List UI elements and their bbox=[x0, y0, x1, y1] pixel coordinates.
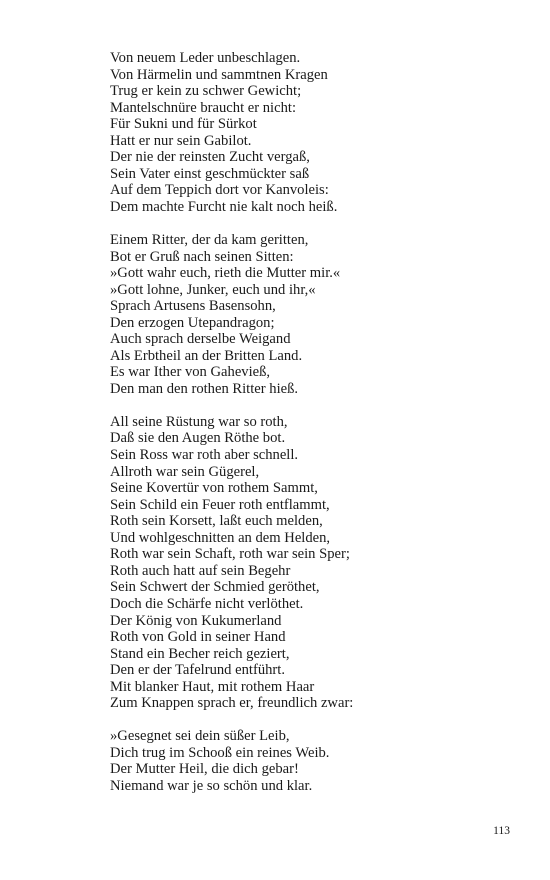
poem-line: Und wohlgeschnitten an dem Helden, bbox=[110, 529, 331, 546]
poem-line: Sein Schwert der Schmied geröthet, bbox=[110, 579, 320, 596]
poem-line: All seine Rüstung war so roth, bbox=[110, 413, 288, 430]
poem-line: Auch sprach derselbe Weigand bbox=[110, 331, 291, 348]
poem-line: Mit blanker Haut, mit rothem Haar bbox=[110, 678, 315, 695]
stanza bbox=[110, 728, 510, 794]
poem-line: Den man den rothen Ritter hieß. bbox=[110, 380, 299, 397]
poem-line: Von Härmelin und sammtnen Kragen bbox=[110, 66, 328, 83]
page-number: 113 bbox=[493, 825, 510, 837]
poem-line: Doch die Schärfe nicht verlöthet. bbox=[110, 595, 304, 612]
poem-line: »Gott wahr euch, rieth die Mutter mir.« bbox=[110, 265, 341, 282]
stanza bbox=[110, 50, 510, 215]
poem-line: Als Erbtheil an der Britten Land. bbox=[110, 347, 303, 364]
poem-line: Der Mutter Heil, die dich gebar! bbox=[110, 761, 299, 778]
poem-line: Auf dem Teppich dort vor Kanvoleis: bbox=[110, 182, 329, 199]
poem-line: Trug er kein zu schwer Gewicht; bbox=[110, 83, 302, 100]
poem-line: Sprach Artusens Basensohn, bbox=[110, 298, 276, 315]
poem-line: Dich trug im Schooß ein reines Weib. bbox=[110, 744, 330, 761]
poem-line: Stand ein Becher reich geziert, bbox=[110, 645, 290, 662]
poem-line: Der König von Kukumerland bbox=[110, 612, 282, 629]
poem-line: Sein Ross war roth aber schnell. bbox=[110, 447, 299, 464]
poem-line: Daß sie den Augen Röthe bot. bbox=[110, 430, 286, 447]
poem-line: Allroth war sein Gügerel, bbox=[110, 463, 260, 480]
poem-line: Hatt er nur sein Gabilot. bbox=[110, 132, 252, 149]
poem-line: Einem Ritter, der da kam geritten, bbox=[110, 231, 309, 248]
poem-line: Roth war sein Schaft, roth war sein Sper; bbox=[110, 546, 350, 563]
stanza bbox=[110, 414, 510, 712]
poem-line: Von neuem Leder unbeschlagen. bbox=[110, 50, 301, 66]
poem-line: Roth sein Korsett, laßt euch melden, bbox=[110, 513, 323, 530]
poem-line: Es war Ither von Gahevieß, bbox=[110, 364, 271, 381]
poem-line: »Gesegnet sei dein süßer Leib, bbox=[110, 728, 290, 745]
poem-line: Mantelschnüre braucht er nicht: bbox=[110, 99, 296, 116]
poem-line: Sein Schild ein Feuer roth entflammt, bbox=[110, 496, 330, 513]
poem-line: Dem machte Furcht nie kalt noch heiß. bbox=[110, 198, 338, 215]
poem-line: Der nie der reinsten Zucht vergaß, bbox=[110, 149, 310, 166]
poem-line: Den er der Tafelrund entführt. bbox=[110, 662, 285, 679]
poem-line: Seine Kovertür von rothem Sammt, bbox=[110, 480, 318, 497]
poem-line: Für Sukni und für Sürkot bbox=[110, 116, 257, 133]
stanza bbox=[110, 232, 510, 397]
poem-line: Zum Knappen sprach er, freundlich zwar: bbox=[110, 695, 354, 712]
poem-line: Roth auch hatt auf sein Begehr bbox=[110, 562, 291, 579]
poem-line: Niemand war je so schön und klar. bbox=[110, 777, 313, 794]
poem-line: Bot er Gruß nach seinen Sitten: bbox=[110, 248, 294, 265]
poem-line: Den erzogen Utepandragon; bbox=[110, 314, 275, 331]
poem-text bbox=[110, 50, 510, 811]
poem-line: »Gott lohne, Junker, euch und ihr,« bbox=[110, 281, 316, 298]
poem-line: Sein Vater einst geschmückter saß bbox=[110, 165, 310, 182]
poem-line: Roth von Gold in seiner Hand bbox=[110, 629, 286, 646]
